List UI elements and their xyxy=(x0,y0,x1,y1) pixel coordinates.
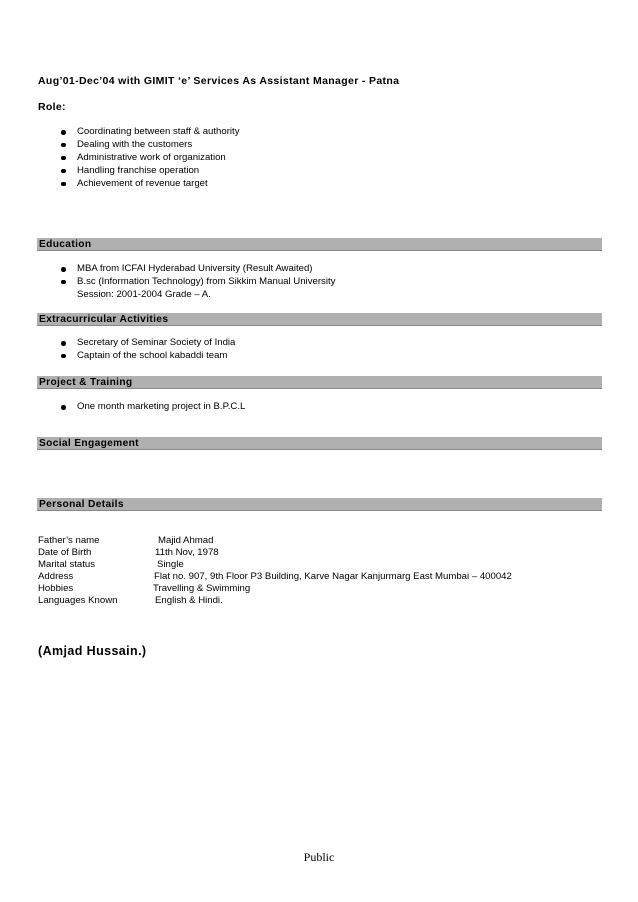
bullet-icon xyxy=(61,143,66,148)
list-item: Captain of the school kabaddi team xyxy=(60,350,235,363)
hobbies-label: Hobbies xyxy=(38,583,74,594)
bullet-icon xyxy=(61,156,66,161)
list-item: MBA from ICFAI Hyderabad University (Result Awaited) xyxy=(60,263,335,276)
list-item: B.sc (Information Technology) from Sikkim Manual University xyxy=(60,276,335,289)
project-heading: Project & Training xyxy=(37,376,602,389)
list-item: Secretary of Seminar Society of India xyxy=(60,337,235,350)
signature: (Amjad Hussain.) xyxy=(38,644,147,658)
bullet-icon xyxy=(61,130,66,135)
bullet-icon xyxy=(61,280,66,285)
address-value: Flat no. 907, 9th Floor P3 Building, Karve Nagar Kanjurmarg East Mumbai – 400042 xyxy=(154,571,512,582)
personal-heading: Personal Details xyxy=(37,498,602,511)
extracurricular-heading: Extracurricular Activities xyxy=(37,313,602,326)
project-list xyxy=(60,401,245,414)
list-item: Achievement of revenue target xyxy=(60,178,240,191)
bullet-icon xyxy=(61,182,66,187)
education-heading: Education xyxy=(37,238,602,251)
session-line: Session: 2001-2004 Grade – A. xyxy=(77,288,211,300)
social-heading: Social Engagement xyxy=(37,437,602,450)
role-list xyxy=(60,126,240,191)
role-label: Role: xyxy=(38,101,66,113)
footer-label: Public xyxy=(303,850,335,864)
address-label: Address xyxy=(38,571,74,582)
bullet-icon xyxy=(61,405,66,410)
bullet-icon xyxy=(61,354,66,359)
extracurricular-list xyxy=(60,337,235,363)
bullet-icon xyxy=(61,267,66,272)
education-list xyxy=(60,263,335,302)
marital-status-label: Marital status xyxy=(38,559,96,570)
list-item: Dealing with the customers xyxy=(60,139,240,152)
languages-value: English & Hindi. xyxy=(155,595,223,606)
dob-label: Date of Birth xyxy=(38,547,92,558)
languages-label: Languages Known xyxy=(38,595,118,606)
list-item: Coordinating between staff & authority xyxy=(60,126,240,139)
bullet-icon xyxy=(61,341,66,346)
hobbies-value: Travelling & Swimming xyxy=(153,583,251,594)
marital-status-value: Single xyxy=(157,559,184,570)
list-item: One month marketing project in B.P.C.L xyxy=(60,401,245,414)
list-item: Administrative work of organization xyxy=(60,152,240,165)
list-item: Handling franchise operation xyxy=(60,165,240,178)
dob-value: 11th Nov, 1978 xyxy=(155,547,219,558)
job-title: Aug’01-Dec’04 with GIMIT ‘e’ Services As Assistant Manager - Patna xyxy=(38,75,400,87)
fathers-name-label: Father’s name xyxy=(38,535,100,546)
bullet-icon xyxy=(61,169,66,174)
fathers-name-value: Majid Ahmad xyxy=(158,535,214,546)
